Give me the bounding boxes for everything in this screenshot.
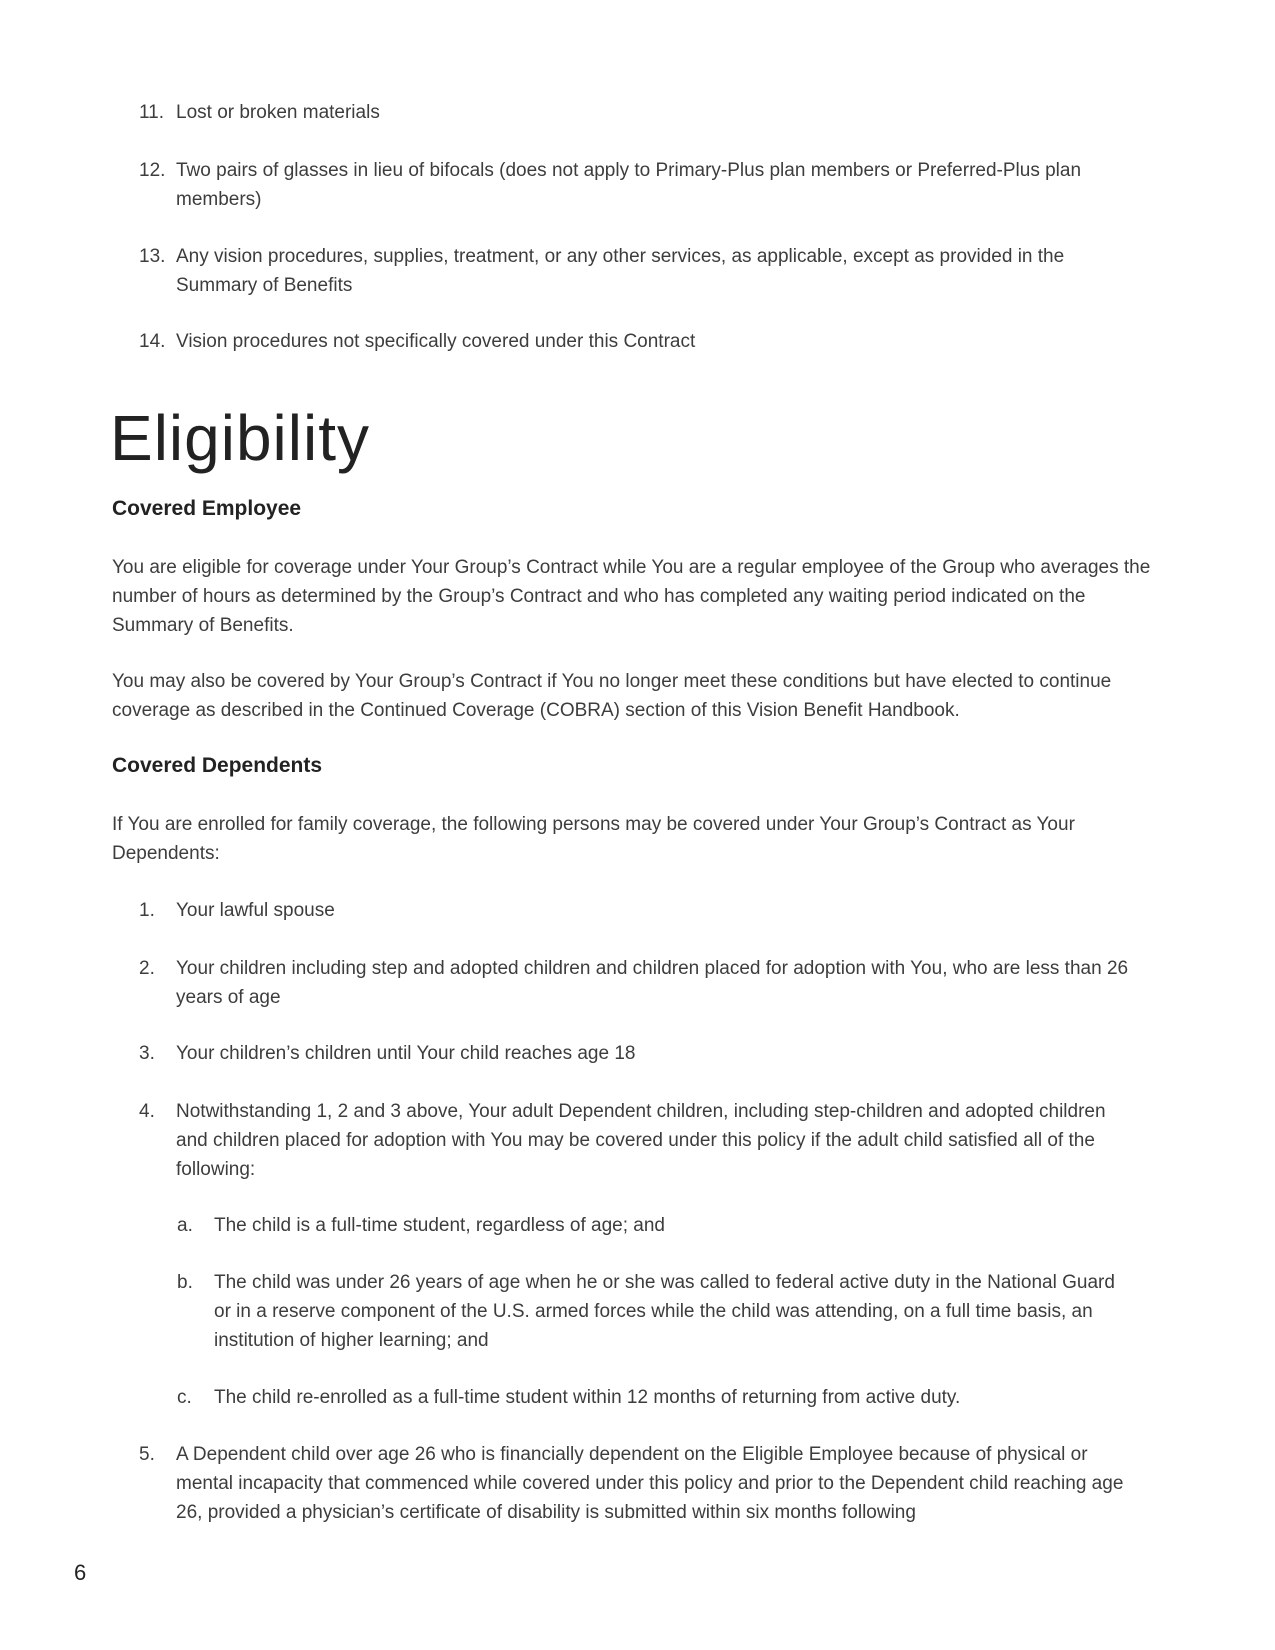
list-text: Your lawful spouse	[176, 900, 335, 921]
list-number: 4.	[139, 1101, 155, 1122]
list-text: Notwithstanding 1, 2 and 3 above, Your adult Dependent children, including step-children and adopted children and children placed for adoption with You may be covered under this policy if the adult child satisfied all of the following:	[176, 1101, 1106, 1180]
list-letter: b.	[177, 1272, 193, 1293]
list-number: 11.	[139, 102, 165, 123]
section-title: Eligibility	[110, 402, 370, 474]
paragraph: If You are enrolled for family coverage, the following persons may be covered under Your Group’s Contract as Your Dependents:	[112, 814, 1075, 864]
list-number: 13.	[139, 246, 166, 267]
list-letter: c.	[177, 1387, 192, 1408]
list-number: 14.	[139, 331, 166, 352]
page-number: 6	[74, 1560, 87, 1585]
list-number: 3.	[139, 1043, 155, 1064]
list-text: Your children including step and adopted children and children placed for adoption with You, who are less than 26 years of age	[176, 958, 1129, 1008]
list-text: The child is a full-time student, regardless of age; and	[214, 1215, 665, 1236]
list-number: 1.	[139, 900, 155, 921]
list-text: The child re-enrolled as a full-time student within 12 months of returning from active duty.	[214, 1387, 961, 1408]
list-text: Two pairs of glasses in lieu of bifocals (does not apply to Primary-Plus plan members or Preferred-Plus plan members)	[176, 160, 1082, 210]
list-text: Vision procedures not specifically covered under this Contract	[176, 331, 696, 352]
list-text: The child was under 26 years of age when he or she was called to federal active duty in the National Guard or in a reserve component of the U.S. armed forces while the child was attending, on a full time basis, an institution of higher learning; and	[214, 1272, 1115, 1351]
subheading-covered-dependents: Covered Dependents	[112, 754, 323, 777]
list-number: 2.	[139, 958, 155, 979]
list-text: A Dependent child over age 26 who is financially dependent on the Eligible Employee because of physical or mental incapacity that commenced while covered under this policy and prior to the Dependent child reaching age 26, provided a physician’s certificate of disability is submitted within six months following	[176, 1444, 1124, 1523]
list-text: Lost or broken materials	[176, 102, 380, 123]
subheading-covered-employee: Covered Employee	[112, 497, 302, 520]
list-number: 5.	[139, 1444, 155, 1465]
list-letter: a.	[177, 1215, 193, 1236]
paragraph: You may also be covered by Your Group’s Contract if You no longer meet these conditions but have elected to continue coverage as described in the Continued Coverage (COBRA) section of this Vision Benefit Handbook.	[112, 671, 1112, 721]
list-number: 12.	[139, 160, 166, 181]
paragraph: You are eligible for coverage under Your Group’s Contract while You are a regular employee of the Group who averages the number of hours as determined by the Group’s Contract and who has completed any waiting period indicated on the Summary of Benefits.	[112, 557, 1151, 636]
list-text: Your children’s children until Your child reaches age 18	[176, 1043, 636, 1064]
list-text: Any vision procedures, supplies, treatment, or any other services, as applicable, except as provided in the Summary of Benefits	[176, 246, 1065, 296]
